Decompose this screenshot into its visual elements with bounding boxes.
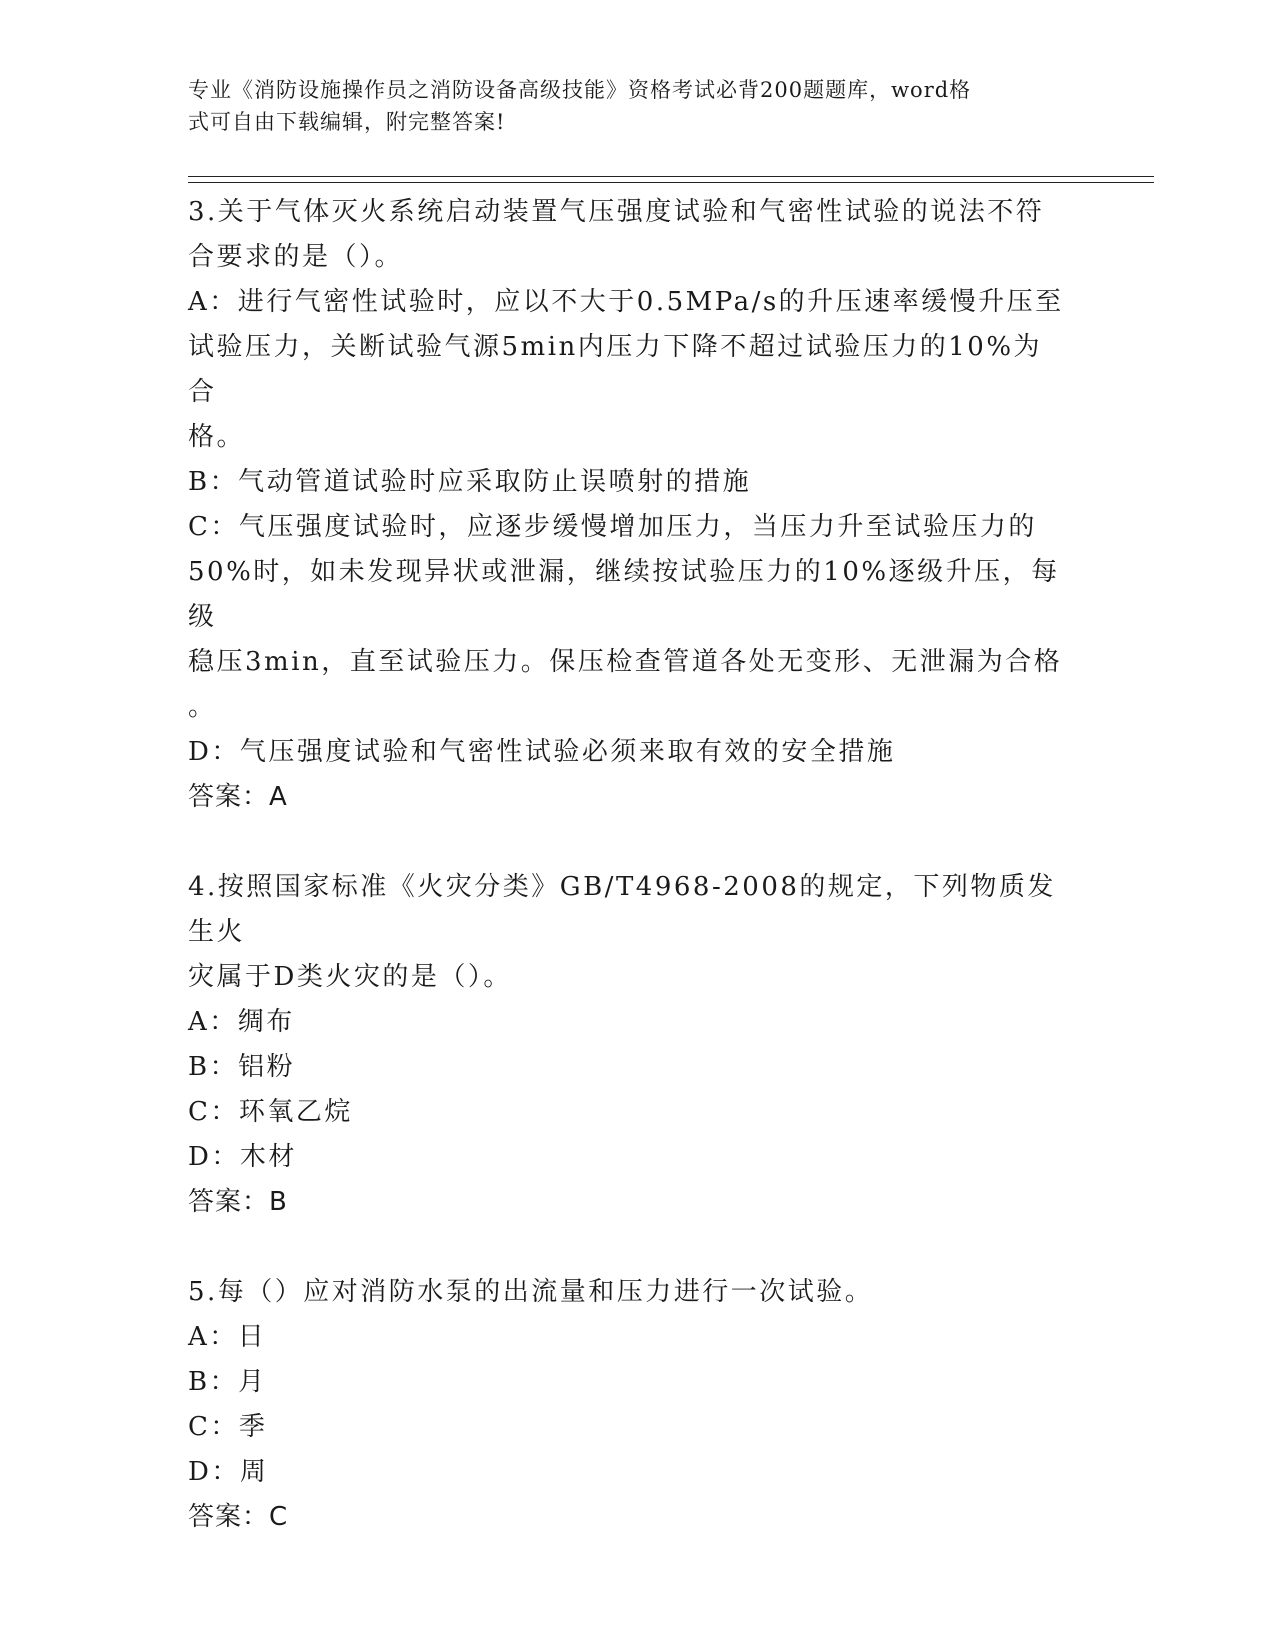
- option-a: 试验压力，关断试验气源5min内压力下降不超过试验压力的10%为合: [188, 332, 1043, 407]
- question-stem: 灾属于D类火灾的是（）。: [188, 962, 512, 992]
- option-b: B：气动管道试验时应采取防止误喷射的措施: [188, 467, 752, 497]
- question-5: [188, 1270, 1068, 1540]
- option-c: C：气压强度试验时，应逐步缓慢增加压力，当压力升至试验压力的: [188, 512, 1037, 542]
- option-c: 50%时，如未发现异状或泄漏，继续按试验压力的10%逐级升压，每级: [188, 557, 1060, 632]
- question-4: [188, 865, 1068, 1225]
- document-header: [188, 74, 1068, 138]
- header-line: 式可自由下载编辑，附完整答案!: [188, 110, 506, 134]
- option-b: B：铝粉: [188, 1052, 296, 1082]
- answer-label: 答案：C: [188, 1502, 289, 1532]
- answer-label: 答案：A: [188, 782, 288, 812]
- header-line: 专业《消防设施操作员之消防设备高级技能》资格考试必背200题题库，word格: [188, 78, 972, 102]
- question-3: [188, 190, 1068, 820]
- option-d: D：气压强度试验和气密性试验必须来取有效的安全措施: [188, 737, 896, 767]
- option-c: 。: [188, 692, 217, 722]
- option-c: 稳压3min，直至试验压力。保压检查管道各处无变形、无泄漏为合格: [188, 647, 1063, 677]
- question-stem: 5.每（）应对消防水泵的出流量和压力进行一次试验。: [188, 1277, 874, 1307]
- question-stem: 合要求的是（）。: [188, 242, 404, 272]
- option-b: B：月: [188, 1367, 267, 1397]
- option-a: A：进行气密性试验时，应以不大于0.5MPa/s的升压速率缓慢升压至: [188, 287, 1064, 317]
- header-divider: [188, 182, 1154, 183]
- question-stem: 3.关于气体灭火系统启动装置气压强度试验和气密性试验的说法不符: [188, 197, 1045, 227]
- option-c: C：环氧乙烷: [188, 1097, 353, 1127]
- option-a: A：绸布: [188, 1007, 295, 1037]
- answer-label: 答案：B: [188, 1187, 288, 1217]
- option-c: C：季: [188, 1412, 268, 1442]
- option-d: D：周: [188, 1457, 269, 1487]
- option-d: D：木材: [188, 1142, 297, 1172]
- question-stem: 4.按照国家标准《火灾分类》GB/T4968-2008的规定，下列物质发生火: [188, 872, 1056, 947]
- option-a: 格。: [188, 422, 246, 452]
- question-list: [188, 190, 1068, 1540]
- header-divider: [188, 176, 1154, 177]
- option-a: A：日: [188, 1322, 267, 1352]
